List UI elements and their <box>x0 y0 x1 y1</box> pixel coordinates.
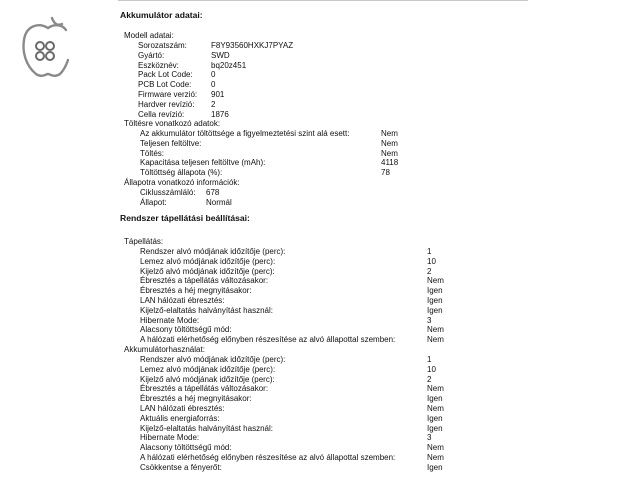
setting-value: Normál <box>206 197 232 207</box>
setting-label: Alacsony töltöttségű mód: <box>140 443 232 453</box>
setting-label: Gyártó: <box>138 50 165 60</box>
setting-value: Igen <box>427 423 443 433</box>
setting-value: Igen <box>427 286 443 296</box>
setting-value: 0 <box>211 70 216 80</box>
setting-value: 901 <box>211 90 225 99</box>
setting-label: Rendszer alvó módjának időzítője (perc): <box>140 355 286 364</box>
setting-label: Hibernate Mode: <box>140 433 200 443</box>
setting-value: Nem <box>381 138 398 148</box>
setting-value: Nem <box>427 443 444 453</box>
setting-label: Az akkumulátor töltöttsége a figyelmeztetési szint alá esett: <box>140 129 350 138</box>
setting-value: Igen <box>427 413 443 423</box>
setting-label: Kapacitása teljesen feltöltve (mAh): <box>140 158 266 168</box>
setting-label: Ébresztés a héj megnyitásakor: <box>140 394 252 404</box>
setting-value: Nem <box>427 453 444 462</box>
setting-label: Állapot: <box>140 197 167 207</box>
setting-label: Kijelző-elaltatás halványítást használ: <box>140 423 273 433</box>
setting-label: Ciklusszámláló: <box>140 188 196 197</box>
setting-label: Ébresztés a héj megnyitásakor: <box>140 286 252 296</box>
setting-value: Igen <box>427 394 443 404</box>
setting-value: Nem <box>381 129 398 138</box>
setting-label: Kijelző-elaltatás halványítást használ: <box>140 305 273 315</box>
battery-info-heading: Akkumulátor adatai: <box>120 10 203 20</box>
setting-value: Igen <box>427 305 443 315</box>
setting-value: 3 <box>427 315 432 325</box>
power-settings-heading: Rendszer tápellátási beállításai: <box>120 213 250 223</box>
setting-label: Kijelző alvó módjának időzítője (perc): <box>140 374 275 384</box>
setting-label: Hardver revízió: <box>138 99 195 109</box>
charge-info-header: Töltésre vonatkozó adatok: <box>124 119 221 128</box>
setting-value: 78 <box>381 168 390 178</box>
top-divider <box>118 0 528 1</box>
setting-label: Kijelző alvó módjának időzítője (perc): <box>140 266 275 276</box>
setting-value: Nem <box>427 335 444 345</box>
setting-value: 2 <box>211 99 216 109</box>
setting-label: PCB Lot Code: <box>138 80 192 90</box>
setting-value: bq20z451 <box>211 60 247 70</box>
setting-label: Alacsony töltöttségű mód: <box>140 325 232 335</box>
setting-label: Töltöttség állapota (%): <box>140 168 223 178</box>
setting-value: 2 <box>427 374 432 384</box>
setting-value: 2 <box>427 266 432 276</box>
setting-label: Töltés: <box>140 148 165 158</box>
app-logo-icon <box>18 12 78 82</box>
setting-value: 1 <box>427 247 432 256</box>
setting-label: LAN hálózati ébresztés: <box>140 404 225 413</box>
ac-power-header: Tápellátás: <box>124 237 164 246</box>
setting-label: Aktuális energiaforrás: <box>140 413 220 423</box>
setting-label: Lemez alvó módjának időzítője (perc): <box>140 364 276 374</box>
setting-value: 10 <box>427 364 436 374</box>
setting-label: Firmware verzió: <box>138 90 198 99</box>
setting-label: Eszköznév: <box>138 60 179 70</box>
setting-value: Nem <box>427 384 444 394</box>
setting-value: Nem <box>427 325 444 335</box>
setting-value: 4118 <box>381 158 399 168</box>
setting-label: Pack Lot Code: <box>138 70 193 80</box>
setting-value: 1876 <box>211 109 229 119</box>
battery-power-header: Akkumulátorhasználat: <box>124 345 205 354</box>
setting-value: Igen <box>427 462 443 472</box>
setting-value: 678 <box>206 188 220 197</box>
setting-label: Ébresztés a tápellátás változásakor: <box>140 276 269 286</box>
setting-value: Nem <box>427 276 444 286</box>
setting-label: Ébresztés a tápellátás változásakor: <box>140 384 269 394</box>
setting-value: 1 <box>427 355 432 364</box>
setting-value: 3 <box>427 433 432 443</box>
setting-value: 0 <box>211 80 216 90</box>
setting-label: Lemez alvó módjának időzítője (perc): <box>140 256 276 266</box>
setting-label: Rendszer alvó módjának időzítője (perc): <box>140 247 286 256</box>
setting-value: SWD <box>211 50 230 60</box>
setting-label: Teljesen feltöltve: <box>140 138 202 148</box>
setting-label: LAN hálózati ébresztés: <box>140 296 225 305</box>
setting-label: Cella revízió: <box>138 109 185 119</box>
health-info-header: Állapotra vonatkozó információk: <box>124 178 240 187</box>
setting-label: Sorozatszám: <box>138 41 187 50</box>
setting-value: Nem <box>427 404 444 413</box>
setting-value: F8Y93560HXKJ7PYAZ <box>211 41 294 50</box>
setting-value: 10 <box>427 256 436 266</box>
model-info-header: Modell adatai: <box>124 31 174 40</box>
setting-value: Nem <box>381 148 398 158</box>
setting-label: Hibernate Mode: <box>140 315 200 325</box>
setting-label: A hálózati elérhetőség előnyben részesítése az alvó állapottal szemben: <box>140 335 396 345</box>
setting-value: Igen <box>427 296 443 305</box>
setting-label: A hálózati elérhetőség előnyben részesítése az alvó állapottal szemben: <box>140 453 396 462</box>
setting-label: Csökkentse a fényerőt: <box>140 462 222 472</box>
